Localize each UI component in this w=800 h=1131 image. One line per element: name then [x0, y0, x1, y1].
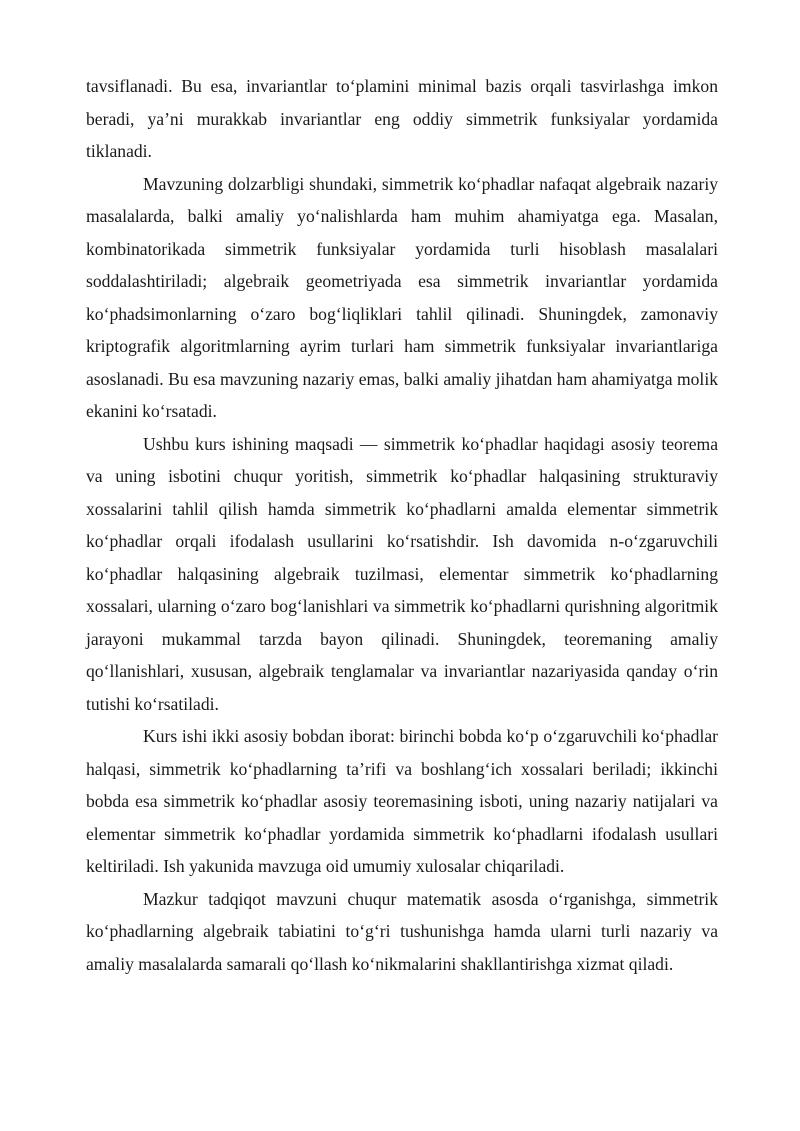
paragraph-goal: Ushbu kurs ishining maqsadi — simmetrik ko‘phadlar haqidagi asosiy teorema va uning isbotini chuqur yoritish, simmetrik ko‘phadlar halqasining strukturaviy xossalarini tahlil qilish hamda simmetrik ko‘phadlarni amalda elementar simmetrik ko‘phadlar orqali ifodalash usullarini ko‘rsatishdir. Ish davomida n-o‘zgaruvchili ko‘phadlar halqasining algebraik tuzilmasi, elementar simmetrik ko‘phadlarning xossalari, ularning o‘zaro bog‘lanishlari va simmetrik ko‘phadlarni qurishning algoritmik jarayoni mukammal tarzda bayon qilinadi. Shuningdek, teoremaning amaliy qo‘llanishlari, xususan, algebraik tenglamalar va invariantlar nazariyasida qanday o‘rin tutishi ko‘rsatiladi.	[86, 433, 718, 714]
paragraph-structure: Kurs ishi ikki asosiy bobdan iborat: birinchi bobda ko‘p o‘zgaruvchili ko‘phadlar halqasi, simmetrik ko‘phadlarning ta’rifi va boshlang‘ich xossalari beriladi; ikkinchi bobda esa simmetrik ko‘phadlar asosiy teoremasining isboti, uning nazariy natijalari va elementar simmetrik ko‘phadlar yordamida simmetrik ko‘phadlarni ifodalash usullari keltiriladi. Ish yakunida mavzuga oid umumiy xulosalar chiqariladi.	[86, 726, 718, 876]
document-page	[86, 70, 718, 980]
paragraph-continuation: tavsiflanadi. Bu esa, invariantlar to‘plamini minimal bazis orqali tasvirlashga imkon beradi, ya’ni murakkab invariantlar eng oddiy simmetrik funksiyalar yordamida tiklanadi.	[86, 76, 718, 161]
paragraph-conclusion: Mazkur tadqiqot mavzuni chuqur matematik asosda o‘rganishga, simmetrik ko‘phadlarning algebraik tabiatini to‘g‘ri tushunishga hamda ularni turli nazariy va amaliy masalalarda samarali qo‘llash ko‘nikmalarini shakllantirishga xizmat qiladi.	[86, 888, 718, 974]
paragraph-relevance: Mavzuning dolzarbligi shundaki, simmetrik ko‘phadlar nafaqat algebraik nazariy masalalarda, balki amaliy yo‘nalishlarda ham muhim ahamiyatga ega. Masalan, kombinatorikada simmetrik funksiyalar yordamida turli hisoblash masalalari soddalashtiriladi; algebraik geometriyada esa simmetrik invariantlar yordamida ko‘phadsimonlarning o‘zaro bog‘liqliklari tahlil qilinadi. Shuningdek, zamonaviy kriptografik algoritmlarning ayrim turlari ham simmetrik funksiyalar invariantlariga asoslanadi. Bu esa mavzuning nazariy emas, balki amaliy jihatdan ham ahamiyatga molik ekanini ko‘rsatadi.	[86, 173, 718, 421]
